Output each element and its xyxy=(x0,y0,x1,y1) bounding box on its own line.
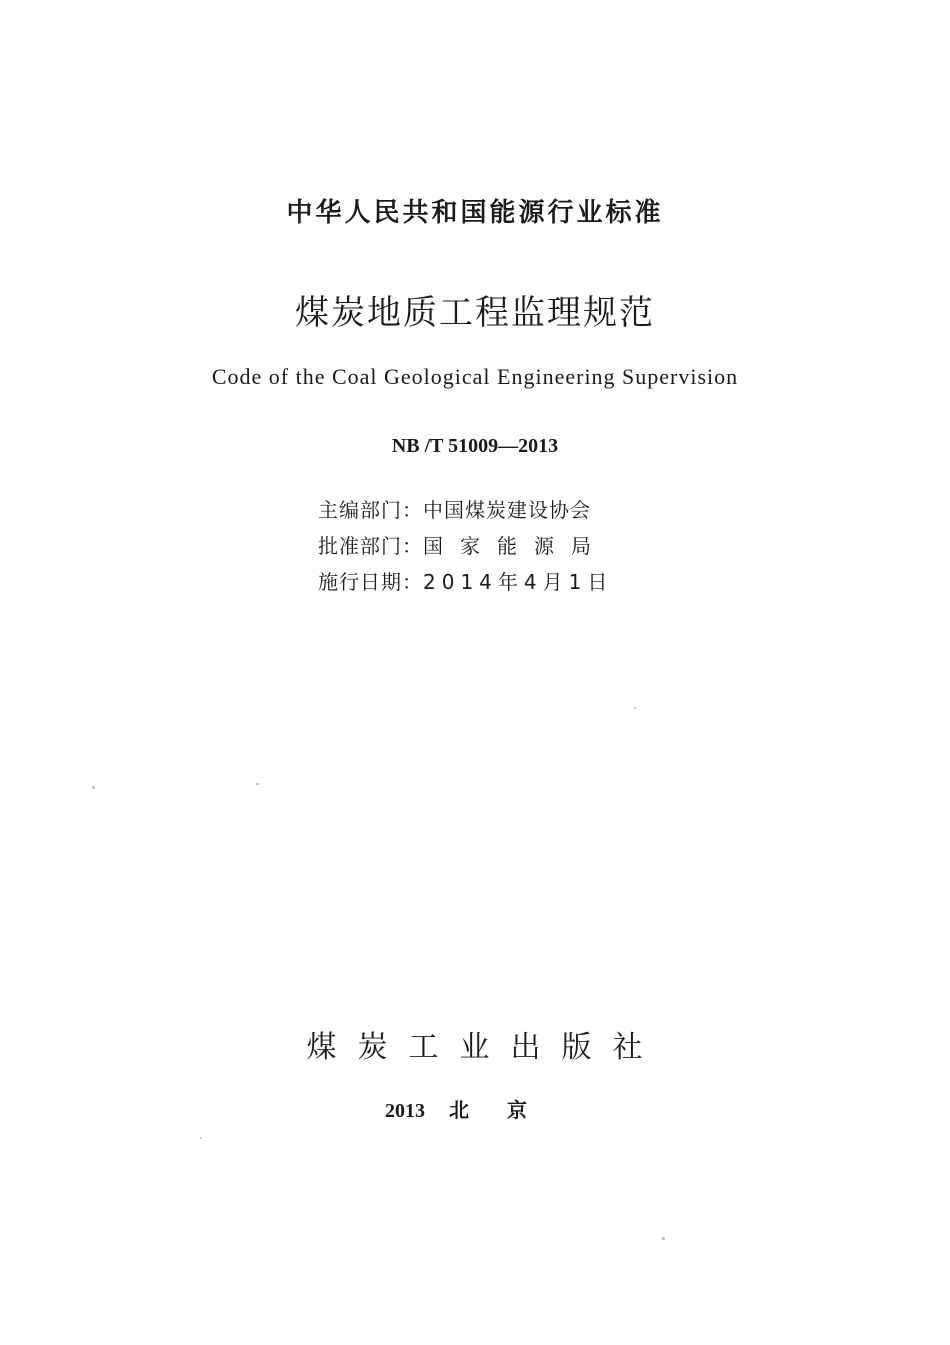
publication-city: 北京 xyxy=(449,1098,565,1122)
approval-department-label: 批准部门： xyxy=(318,534,423,558)
editor-department-row xyxy=(318,498,591,522)
scan-speck xyxy=(662,1237,665,1240)
publication-place xyxy=(0,1094,950,1123)
publisher-name: 煤炭工业出版社 xyxy=(306,1030,664,1065)
approval-department-row xyxy=(318,534,608,558)
document-title-chinese: 煤炭地质工程监理规范 xyxy=(295,293,655,333)
issuing-organization: 中华人民共和国能源行业标准 xyxy=(286,198,664,228)
effective-date-row xyxy=(318,570,613,594)
scan-speck xyxy=(256,783,259,785)
editor-department-value: 中国煤炭建设协会 xyxy=(423,498,591,522)
publication-year: 2013 xyxy=(385,1100,425,1122)
effective-date-value: 2014年4月1日 xyxy=(423,570,614,594)
effective-date-label: 施行日期： xyxy=(318,570,423,594)
editor-department-label: 主编部门： xyxy=(318,498,423,522)
scan-speck xyxy=(200,1137,202,1139)
approval-department-value: 国家能源局 xyxy=(423,534,608,558)
document-title-english: Code of the Coal Geological Engineering Supervision xyxy=(211,364,739,389)
scan-speck xyxy=(92,786,95,789)
scan-speck xyxy=(634,707,636,709)
standard-code: NB /T 51009—2013 xyxy=(391,435,559,457)
